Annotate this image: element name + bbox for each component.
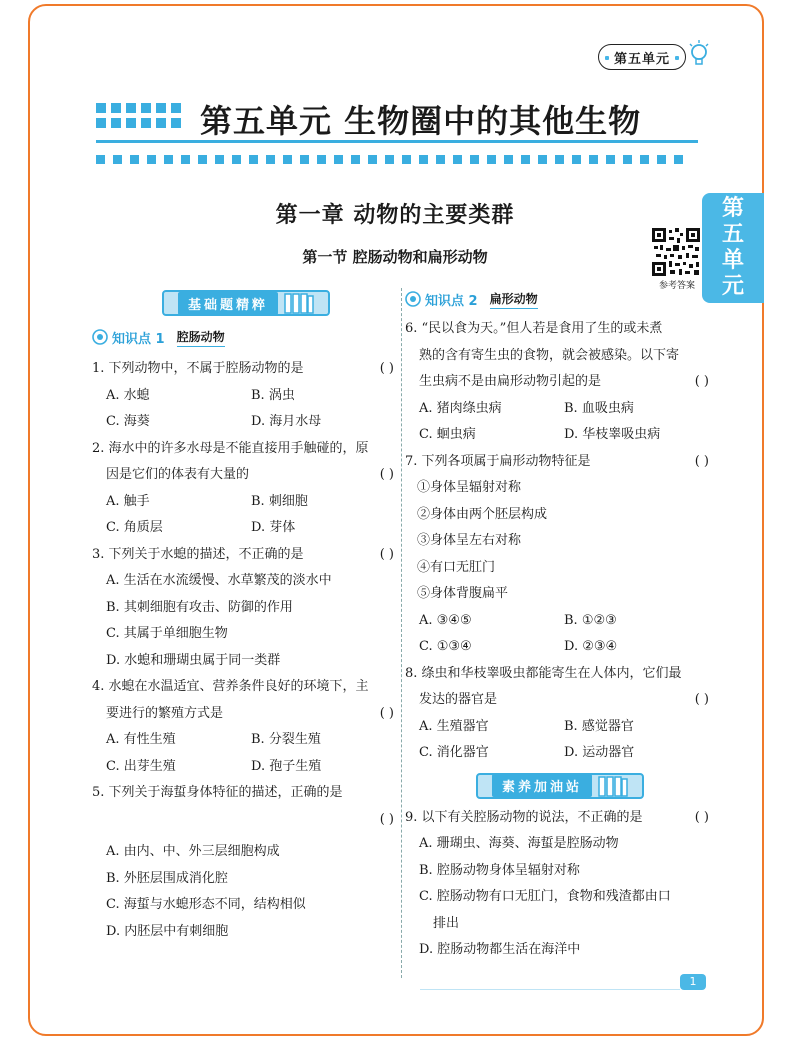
option: C. 海蜇与水螅形态不同，结构相似 xyxy=(106,897,306,912)
side-tab-char: 元 xyxy=(721,274,744,299)
option: A. 生活在水流缓慢、水草繁茂的淡水中 xyxy=(106,573,332,588)
option: A. 触手 xyxy=(106,493,150,509)
answer-bracket[interactable]: ( ) xyxy=(694,374,709,389)
statement: ④有口无肛门 xyxy=(417,559,496,575)
option-continued: 排出 xyxy=(433,915,460,931)
qr-code-icon[interactable] xyxy=(652,228,700,276)
option: C. 腔肠动物有口无肛门，食物和残渣都由口 xyxy=(419,889,671,904)
knowledge-point-2 xyxy=(405,286,715,312)
answer-bracket[interactable]: ( ) xyxy=(379,546,394,562)
column-divider xyxy=(401,288,402,978)
option: A. 珊瑚虫、海葵、海蜇是腔肠动物 xyxy=(419,836,619,851)
left-column xyxy=(92,286,400,945)
question-stem: 6. “民以食为天。”但人若是食用了生的或未煮 xyxy=(405,321,663,336)
question-stem: 4. 水螅在水温适宜、营养条件良好的环境下，主 xyxy=(92,679,369,694)
title-underline xyxy=(96,140,698,143)
answer-bracket[interactable]: ( ) xyxy=(379,705,394,721)
title-squares-top xyxy=(96,103,181,113)
option: D. 腔肠动物都生活在海洋中 xyxy=(419,942,581,957)
qr-label: 参考答案 xyxy=(658,281,695,291)
option: B. 涡虫 xyxy=(251,387,295,403)
option: D. 水螅和珊瑚虫属于同一类群 xyxy=(106,652,281,668)
right-column xyxy=(405,286,715,964)
question-stem: 发达的器官是 xyxy=(419,692,498,707)
answer-bracket[interactable]: ( ) xyxy=(379,361,394,376)
target-icon xyxy=(92,329,108,345)
option: A. 由内、中、外三层细胞构成 xyxy=(106,844,280,859)
basic-banner xyxy=(92,286,400,320)
statement: ③身体呈左右对称 xyxy=(417,533,522,548)
unit-title: 第五单元 生物圈中的其他生物 xyxy=(200,102,642,140)
question-stem: 熟的含有寄生虫的食物，就会被感染。以下寄 xyxy=(419,347,680,363)
answer-bracket[interactable]: ( ) xyxy=(379,467,394,482)
banner-box xyxy=(162,290,330,316)
books-icon xyxy=(598,775,628,797)
lightbulb-icon xyxy=(688,40,710,70)
option: B. 外胚层围成消化腔 xyxy=(106,870,228,886)
question-stem: 7. 下列各项属于扁形动物特征是 xyxy=(405,453,591,469)
footer-line xyxy=(420,989,680,990)
question-stem: 生虫病不是由扁形动物引起的是 xyxy=(419,374,602,389)
side-tab-char: 五 xyxy=(721,222,744,247)
option: A. ③④⑤ xyxy=(419,612,472,628)
option: C. 蛔虫病 xyxy=(419,427,476,442)
enrichment-banner xyxy=(405,769,715,803)
question-stem: 9. 以下有关腔肠动物的说法，不正确的是 xyxy=(405,809,643,825)
question-3 xyxy=(92,542,400,675)
answer-bracket[interactable]: ( ) xyxy=(694,453,709,469)
option: D. 孢子生殖 xyxy=(251,758,322,774)
kp-name: 扁形动物 xyxy=(490,290,538,309)
answer-bracket[interactable]: ( ) xyxy=(694,809,709,825)
option: A. 生殖器官 xyxy=(419,718,489,734)
option: A. 有性生殖 xyxy=(106,732,176,747)
option: B. 分裂生殖 xyxy=(251,732,321,747)
question-stem: 要进行的繁殖方式是 xyxy=(106,705,224,721)
option: A. 猪肉绦虫病 xyxy=(419,400,502,416)
question-6 xyxy=(405,316,715,449)
books-icon xyxy=(284,292,314,314)
kp-label: 知识点 2 xyxy=(425,293,478,309)
option: B. ①②③ xyxy=(564,612,617,628)
chapter-title: 第一章 动物的主要类群 xyxy=(275,203,515,228)
option: C. 其属于单细胞生物 xyxy=(106,626,228,641)
option: B. 血吸虫病 xyxy=(564,400,634,416)
question-7 xyxy=(405,449,715,661)
side-tab-char: 第 xyxy=(721,196,744,221)
unit-header-pill: 第五单元 xyxy=(598,44,686,70)
banner-label: 素养加油站 xyxy=(492,774,592,797)
option: B. 刺细胞 xyxy=(251,493,308,509)
option: C. ①③④ xyxy=(419,639,472,654)
title-squares-row xyxy=(96,155,683,164)
banner-box xyxy=(476,773,644,799)
answer-bracket[interactable]: ( ) xyxy=(379,811,394,827)
question-stem: 1. 下列动物中，不属于腔肠动物的是 xyxy=(92,361,304,376)
statement: ②身体由两个胚层构成 xyxy=(417,506,548,522)
option: D. 华枝睾吸虫病 xyxy=(564,427,661,442)
option: C. 消化器官 xyxy=(419,745,489,760)
option: D. ②③④ xyxy=(564,639,618,654)
question-stem: 因是它们的体表有大量的 xyxy=(106,467,250,482)
question-2 xyxy=(92,436,400,542)
option: B. 腔肠动物身体呈辐射对称 xyxy=(419,862,580,878)
answer-bracket[interactable]: ( ) xyxy=(694,692,709,707)
question-stem: 8. 绦虫和华枝睾吸虫都能寄生在人体内，它们最 xyxy=(405,665,682,681)
statement: ①身体呈辐射对称 xyxy=(417,480,522,495)
question-4 xyxy=(92,674,400,780)
page-number: 1 xyxy=(680,974,706,990)
title-squares-bottom xyxy=(96,118,181,128)
question-9 xyxy=(405,805,715,964)
side-tab-char: 单 xyxy=(721,248,744,273)
option: B. 其刺细胞有攻击、防御的作用 xyxy=(106,599,293,615)
option: D. 芽体 xyxy=(251,520,296,535)
option: B. 感觉器官 xyxy=(564,718,634,734)
target-icon xyxy=(405,291,421,307)
question-stem: 5. 下列关于海蜇身体特征的描述，正确的是 xyxy=(92,785,343,800)
option: C. 角质层 xyxy=(106,520,163,535)
question-stem: 2. 海水中的许多水母是不能直接用手触碰的，原 xyxy=(92,440,369,456)
knowledge-point-1 xyxy=(92,324,400,350)
section-title: 第一节 腔肠动物和扁形动物 xyxy=(302,248,488,266)
option: C. 出芽生殖 xyxy=(106,758,176,774)
option: D. 内胚层中有刺细胞 xyxy=(106,923,229,939)
question-8 xyxy=(405,661,715,767)
question-5 xyxy=(92,780,400,945)
kp-label: 知识点 1 xyxy=(112,331,165,347)
question-1 xyxy=(92,356,400,436)
option: D. 运动器官 xyxy=(564,745,635,760)
statement: ⑤身体背腹扁平 xyxy=(417,586,509,601)
option: D. 海月水母 xyxy=(251,414,322,429)
option: A. 水螅 xyxy=(106,387,150,403)
banner-label: 基础题精粹 xyxy=(178,292,278,315)
question-stem: 3. 下列关于水螅的描述，不正确的是 xyxy=(92,546,304,562)
option: C. 海葵 xyxy=(106,414,150,429)
kp-name: 腔肠动物 xyxy=(177,328,225,347)
